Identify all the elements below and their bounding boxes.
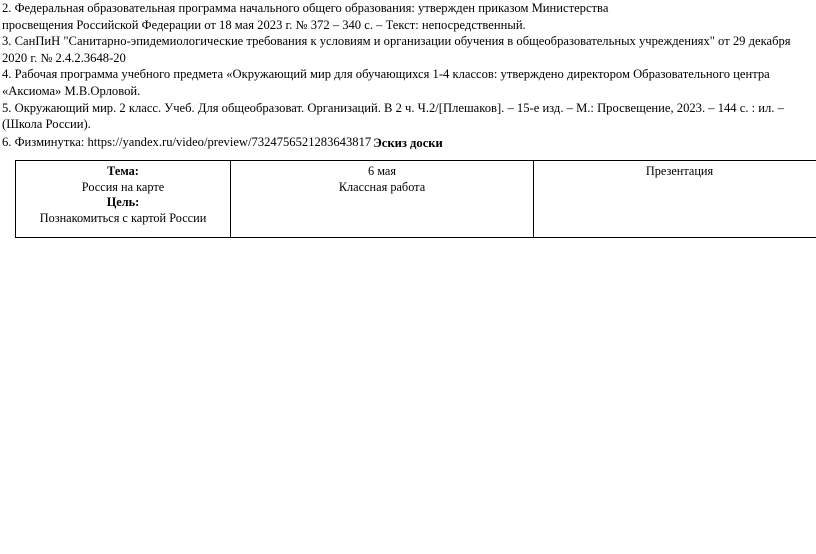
reference-item-2-line-2: просвещения Российской Федерации от 18 мая 2023 г. № 372 – 340 с. – Текст: непосредственный.	[2, 17, 526, 32]
lesson-date: 6 мая	[367, 164, 397, 178]
goal-label: Цель:	[106, 195, 140, 210]
board-sketch-row	[16, 161, 816, 238]
reference-list	[2, 0, 814, 150]
goal-value: Познакомиться с картой России	[39, 210, 207, 225]
board-right-cell	[534, 161, 816, 238]
board-center-cell	[231, 161, 534, 238]
board-left-cell	[16, 161, 231, 238]
reference-item-4: 4. Рабочая программа учебного предмета «Окружающий мир для обучающихся 1-4 классов: утверждено директором Образовательного центра «Аксиома» М.В.Орловой.	[2, 67, 770, 98]
reference-item-2	[2, 0, 814, 33]
reference-item-5: 5. Окружающий мир. 2 класс. Учеб. Для общеобразоват. Организаций. В 2 ч. Ч.2/[Плешаков]. – 15-е изд. – М.: Просвещение, 2023. – 144 с. : ил. – (Школа России).	[2, 100, 784, 132]
work-type: Классная работа	[338, 179, 426, 194]
board-sketch-title: Эскиз доски	[373, 136, 443, 150]
board-sketch-table	[15, 160, 816, 238]
presentation-label: Презентация	[645, 164, 714, 178]
reference-item-6: 6. Физминутка: https://yandex.ru/video/preview/7324756521283643817	[2, 134, 372, 149]
topic-label: Тема:	[107, 164, 139, 178]
reference-item-2-line-1: 2. Федеральная образовательная программа начального общего образования: утвержден приказом Министерства	[2, 1, 609, 15]
topic-value: Россия на карте	[81, 179, 165, 194]
reference-item-3: 3. СанПиН "Санитарно-эпидемиологические требования к условиям и организации обучения в общеобразовательных учреждениях" от 29 декабря 2020 г. № 2.4.2.3648-20	[2, 34, 791, 65]
